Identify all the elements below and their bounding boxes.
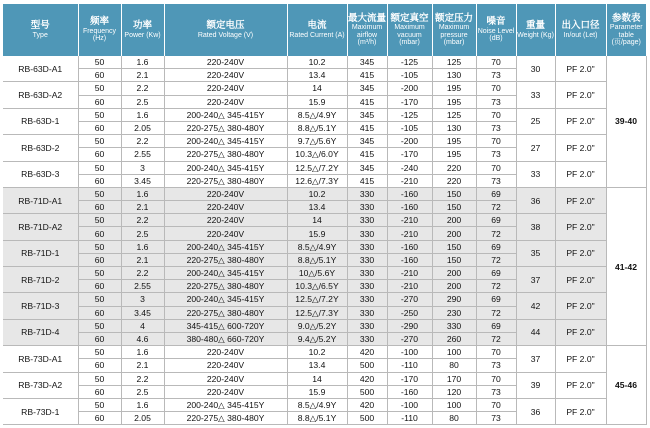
frequency-cell: 50 [78,372,121,385]
airflow-cell: 345 [347,56,387,69]
voltage-cell: 200-240△ 345-415Y [164,108,287,121]
noise-cell: 73 [476,95,516,108]
current-cell: 12.6△/7.3Y [287,174,347,187]
port-cell: PF 2.0" [555,187,606,213]
current-cell: 10.2 [287,187,347,200]
weight-cell: 39 [516,372,555,398]
noise-cell: 69 [476,240,516,253]
weight-cell: 36 [516,398,555,424]
noise-cell: 73 [476,148,516,161]
noise-cell: 70 [476,135,516,148]
power-cell: 4.6 [121,332,164,345]
frequency-cell: 50 [78,161,121,174]
power-cell: 2.05 [121,412,164,425]
table-row [3,398,646,411]
airflow-cell: 330 [347,319,387,332]
voltage-cell: 220-240V [164,69,287,82]
frequency-cell: 60 [78,227,121,240]
frequency-cell: 50 [78,82,121,95]
noise-cell: 70 [476,108,516,121]
noise-cell: 70 [476,82,516,95]
vacuum-cell: -270 [387,332,432,345]
current-cell: 13.4 [287,69,347,82]
table-row [3,214,646,227]
port-cell: PF 2.0" [555,398,606,424]
port-cell: PF 2.0" [555,161,606,187]
vacuum-cell: -210 [387,280,432,293]
power-cell: 2.5 [121,95,164,108]
airflow-cell: 330 [347,201,387,214]
power-cell: 2.1 [121,253,164,266]
page-ref-cell: 41-42 [606,187,646,345]
noise-cell: 69 [476,187,516,200]
pressure-cell: 200 [432,280,476,293]
model-name-cell: RB-71D-2 [3,267,78,293]
weight-cell: 25 [516,108,555,134]
current-cell: 10.3△/6.5Y [287,280,347,293]
noise-cell: 72 [476,201,516,214]
frequency-cell: 60 [78,253,121,266]
voltage-cell: 220-240V [164,227,287,240]
voltage-cell: 220-240V [164,346,287,359]
frequency-cell: 50 [78,267,121,280]
table-row [3,82,646,95]
power-cell: 4 [121,319,164,332]
pressure-cell: 150 [432,201,476,214]
vacuum-cell: -250 [387,306,432,319]
noise-cell: 72 [476,227,516,240]
noise-cell: 73 [476,359,516,372]
frequency-cell: 60 [78,306,121,319]
page-ref-cell: 45-46 [606,346,646,425]
model-name-cell: RB-71D-4 [3,319,78,345]
frequency-cell: 50 [78,398,121,411]
pressure-cell: 170 [432,372,476,385]
vacuum-cell: -160 [387,201,432,214]
current-cell: 8.5△/4.9Y [287,240,347,253]
vacuum-cell: -170 [387,95,432,108]
noise-cell: 70 [476,398,516,411]
col-power: 功率 Power (Kw) [121,4,164,56]
weight-cell: 27 [516,135,555,161]
pressure-cell: 120 [432,385,476,398]
frequency-cell: 60 [78,148,121,161]
power-cell: 1.6 [121,240,164,253]
pressure-cell: 195 [432,135,476,148]
power-cell: 3 [121,161,164,174]
pressure-cell: 150 [432,253,476,266]
col-port: 出入口径 In/out (Let) [555,4,606,56]
power-cell: 2.1 [121,201,164,214]
table-row [3,187,646,200]
power-cell: 2.55 [121,280,164,293]
model-name-cell: RB-63D-A2 [3,82,78,108]
current-cell: 9.4△/5.2Y [287,332,347,345]
pressure-cell: 100 [432,346,476,359]
col-type: 型号 Type [3,4,78,56]
port-cell: PF 2.0" [555,346,606,372]
voltage-cell: 220-240V [164,56,287,69]
noise-cell: 72 [476,253,516,266]
power-cell: 2.1 [121,359,164,372]
vacuum-cell: -125 [387,108,432,121]
pressure-cell: 195 [432,82,476,95]
noise-cell: 69 [476,267,516,280]
voltage-cell: 200-240△ 345-415Y [164,240,287,253]
airflow-cell: 330 [347,293,387,306]
table-row [3,293,646,306]
frequency-cell: 60 [78,69,121,82]
airflow-cell: 330 [347,267,387,280]
airflow-cell: 345 [347,82,387,95]
table-row [3,372,646,385]
weight-cell: 33 [516,82,555,108]
pressure-cell: 290 [432,293,476,306]
col-frequency: 频率 Frequency (Hz) [78,4,121,56]
weight-cell: 36 [516,187,555,213]
model-name-cell: RB-73D-A2 [3,372,78,398]
power-cell: 1.6 [121,346,164,359]
airflow-cell: 345 [347,135,387,148]
voltage-cell: 220-240V [164,201,287,214]
power-cell: 2.5 [121,385,164,398]
noise-cell: 72 [476,280,516,293]
vacuum-cell: -105 [387,69,432,82]
voltage-cell: 220-240V [164,359,287,372]
power-cell: 2.2 [121,82,164,95]
col-voltage: 额定电压 Rated Voltage (V) [164,4,287,56]
pressure-cell: 130 [432,69,476,82]
noise-cell: 70 [476,372,516,385]
model-name-cell: RB-71D-A1 [3,187,78,213]
power-cell: 2.05 [121,121,164,134]
frequency-cell: 60 [78,385,121,398]
power-cell: 2.1 [121,69,164,82]
pressure-cell: 130 [432,121,476,134]
airflow-cell: 330 [347,227,387,240]
model-name-cell: RB-63D-2 [3,135,78,161]
voltage-cell: 220-240V [164,187,287,200]
airflow-cell: 500 [347,359,387,372]
airflow-cell: 330 [347,240,387,253]
voltage-cell: 220-275△ 380-480Y [164,253,287,266]
current-cell: 12.5△/7.2Y [287,293,347,306]
vacuum-cell: -110 [387,412,432,425]
frequency-cell: 50 [78,56,121,69]
airflow-cell: 345 [347,108,387,121]
power-cell: 3.45 [121,306,164,319]
col-weight: 重量 Weight (Kg) [516,4,555,56]
airflow-cell: 500 [347,412,387,425]
noise-cell: 69 [476,293,516,306]
noise-cell: 73 [476,385,516,398]
noise-cell: 73 [476,121,516,134]
current-cell: 15.9 [287,385,347,398]
pressure-cell: 150 [432,240,476,253]
current-cell: 15.9 [287,227,347,240]
frequency-cell: 60 [78,359,121,372]
voltage-cell: 220-275△ 380-480Y [164,412,287,425]
vacuum-cell: -200 [387,82,432,95]
weight-cell: 30 [516,56,555,82]
voltage-cell: 200-240△ 345-415Y [164,161,287,174]
power-cell: 2.2 [121,214,164,227]
frequency-cell: 50 [78,214,121,227]
frequency-cell: 60 [78,412,121,425]
col-noise: 噪音 Noise Level (dB) [476,4,516,56]
model-name-cell: RB-71D-1 [3,240,78,266]
pressure-cell: 330 [432,319,476,332]
vacuum-cell: -105 [387,121,432,134]
frequency-cell: 50 [78,135,121,148]
current-cell: 14 [287,372,347,385]
table-row [3,161,646,174]
power-cell: 3 [121,293,164,306]
voltage-cell: 220-240V [164,385,287,398]
current-cell: 12.5△/7.3Y [287,306,347,319]
pressure-cell: 195 [432,95,476,108]
vacuum-cell: -210 [387,227,432,240]
airflow-cell: 415 [347,121,387,134]
vacuum-cell: -110 [387,359,432,372]
pressure-cell: 80 [432,412,476,425]
noise-cell: 72 [476,332,516,345]
current-cell: 13.4 [287,201,347,214]
weight-cell: 37 [516,267,555,293]
port-cell: PF 2.0" [555,293,606,319]
vacuum-cell: -100 [387,346,432,359]
vacuum-cell: -210 [387,174,432,187]
vacuum-cell: -160 [387,253,432,266]
pressure-cell: 200 [432,214,476,227]
vacuum-cell: -210 [387,267,432,280]
noise-cell: 70 [476,56,516,69]
noise-cell: 70 [476,161,516,174]
vacuum-cell: -270 [387,293,432,306]
noise-cell: 73 [476,174,516,187]
vacuum-cell: -240 [387,161,432,174]
power-cell: 1.6 [121,398,164,411]
current-cell: 9.0△/5.2Y [287,319,347,332]
spec-table-body [3,56,646,425]
pressure-cell: 200 [432,267,476,280]
airflow-cell: 330 [347,280,387,293]
voltage-cell: 200-240△ 345-415Y [164,135,287,148]
vacuum-cell: -290 [387,319,432,332]
col-current: 电流 Rated Current (A) [287,4,347,56]
frequency-cell: 60 [78,332,121,345]
pressure-cell: 220 [432,161,476,174]
model-name-cell: RB-63D-A1 [3,56,78,82]
voltage-cell: 200-240△ 345-415Y [164,293,287,306]
col-pressure: 额定压力 Maximum pressure (mbar) [432,4,476,56]
frequency-cell: 50 [78,319,121,332]
noise-cell: 69 [476,319,516,332]
frequency-cell: 60 [78,201,121,214]
power-cell: 1.6 [121,108,164,121]
port-cell: PF 2.0" [555,56,606,82]
airflow-cell: 500 [347,385,387,398]
model-name-cell: RB-73D-1 [3,398,78,424]
airflow-cell: 415 [347,148,387,161]
frequency-cell: 50 [78,187,121,200]
airflow-cell: 415 [347,95,387,108]
voltage-cell: 220-275△ 380-480Y [164,280,287,293]
col-airflow: 最大流量 Maximum airflow (m³/h) [347,4,387,56]
frequency-cell: 60 [78,95,121,108]
current-cell: 10.2 [287,346,347,359]
model-name-cell: RB-71D-3 [3,293,78,319]
col-vacuum: 额定真空 Maximum vacuum (mbar) [387,4,432,56]
table-row [3,56,646,69]
pressure-cell: 125 [432,56,476,69]
current-cell: 14 [287,214,347,227]
vacuum-cell: -170 [387,372,432,385]
airflow-cell: 415 [347,174,387,187]
noise-cell: 73 [476,69,516,82]
vacuum-cell: -100 [387,398,432,411]
frequency-cell: 60 [78,280,121,293]
frequency-cell: 60 [78,121,121,134]
port-cell: PF 2.0" [555,214,606,240]
table-row [3,240,646,253]
current-cell: 8.8△/5.1Y [287,121,347,134]
frequency-cell: 50 [78,240,121,253]
current-cell: 12.5△/7.2Y [287,161,347,174]
pressure-cell: 195 [432,148,476,161]
weight-cell: 37 [516,346,555,372]
weight-cell: 35 [516,240,555,266]
voltage-cell: 220-240V [164,82,287,95]
power-cell: 2.2 [121,372,164,385]
vacuum-cell: -210 [387,214,432,227]
voltage-cell: 345-415△ 600-720Y [164,319,287,332]
vacuum-cell: -160 [387,385,432,398]
frequency-cell: 50 [78,108,121,121]
voltage-cell: 220-275△ 380-480Y [164,306,287,319]
pressure-cell: 150 [432,187,476,200]
port-cell: PF 2.0" [555,267,606,293]
power-cell: 2.5 [121,227,164,240]
vacuum-cell: -125 [387,56,432,69]
airflow-cell: 330 [347,187,387,200]
weight-cell: 33 [516,161,555,187]
vacuum-cell: -160 [387,240,432,253]
model-name-cell: RB-73D-A1 [3,346,78,372]
voltage-cell: 220-240V [164,214,287,227]
pressure-cell: 125 [432,108,476,121]
table-row [3,319,646,332]
airflow-cell: 420 [347,346,387,359]
port-cell: PF 2.0" [555,319,606,345]
frequency-cell: 50 [78,346,121,359]
vacuum-cell: -170 [387,148,432,161]
power-cell: 3.45 [121,174,164,187]
port-cell: PF 2.0" [555,82,606,108]
pressure-cell: 260 [432,332,476,345]
noise-cell: 73 [476,412,516,425]
model-name-cell: RB-63D-3 [3,161,78,187]
pressure-cell: 220 [432,174,476,187]
weight-cell: 44 [516,319,555,345]
port-cell: PF 2.0" [555,108,606,134]
airflow-cell: 345 [347,161,387,174]
power-cell: 2.55 [121,148,164,161]
port-cell: PF 2.0" [555,135,606,161]
model-name-cell: RB-63D-1 [3,108,78,134]
weight-cell: 42 [516,293,555,319]
airflow-cell: 330 [347,332,387,345]
vacuum-cell: -200 [387,135,432,148]
noise-cell: 69 [476,214,516,227]
port-cell: PF 2.0" [555,372,606,398]
table-row [3,135,646,148]
vacuum-cell: -160 [387,187,432,200]
airflow-cell: 330 [347,253,387,266]
table-row [3,346,646,359]
voltage-cell: 200-240△ 345-415Y [164,267,287,280]
pressure-cell: 100 [432,398,476,411]
model-name-cell: RB-71D-A2 [3,214,78,240]
power-cell: 1.6 [121,56,164,69]
current-cell: 8.5△/4.9Y [287,398,347,411]
pressure-cell: 230 [432,306,476,319]
current-cell: 10.3△/6.0Y [287,148,347,161]
pressure-cell: 200 [432,227,476,240]
col-parameter-table: 参数表 Parameter table (页/page) [606,4,646,56]
current-cell: 15.9 [287,95,347,108]
table-row [3,108,646,121]
current-cell: 10.2 [287,56,347,69]
voltage-cell: 200-240△ 345-415Y [164,398,287,411]
airflow-cell: 330 [347,306,387,319]
table-row [3,267,646,280]
airflow-cell: 415 [347,69,387,82]
voltage-cell: 220-240V [164,372,287,385]
airflow-cell: 330 [347,214,387,227]
power-cell: 1.6 [121,187,164,200]
noise-cell: 70 [476,346,516,359]
page-ref-cell: 39-40 [606,56,646,187]
spec-table [3,4,647,425]
current-cell: 10△/5.6Y [287,267,347,280]
frequency-cell: 50 [78,293,121,306]
voltage-cell: 220-275△ 380-480Y [164,121,287,134]
voltage-cell: 220-275△ 380-480Y [164,174,287,187]
airflow-cell: 420 [347,372,387,385]
current-cell: 8.5△/4.9Y [287,108,347,121]
voltage-cell: 220-275△ 380-480Y [164,148,287,161]
current-cell: 8.8△/5.1Y [287,412,347,425]
current-cell: 8.8△/5.1Y [287,253,347,266]
weight-cell: 38 [516,214,555,240]
port-cell: PF 2.0" [555,240,606,266]
current-cell: 9.7△/5.6Y [287,135,347,148]
current-cell: 14 [287,82,347,95]
airflow-cell: 420 [347,398,387,411]
power-cell: 2.2 [121,135,164,148]
voltage-cell: 220-240V [164,95,287,108]
noise-cell: 72 [476,306,516,319]
pressure-cell: 80 [432,359,476,372]
power-cell: 2.2 [121,267,164,280]
current-cell: 13.4 [287,359,347,372]
voltage-cell: 380-480△ 660-720Y [164,332,287,345]
header-row [3,4,646,56]
frequency-cell: 60 [78,174,121,187]
